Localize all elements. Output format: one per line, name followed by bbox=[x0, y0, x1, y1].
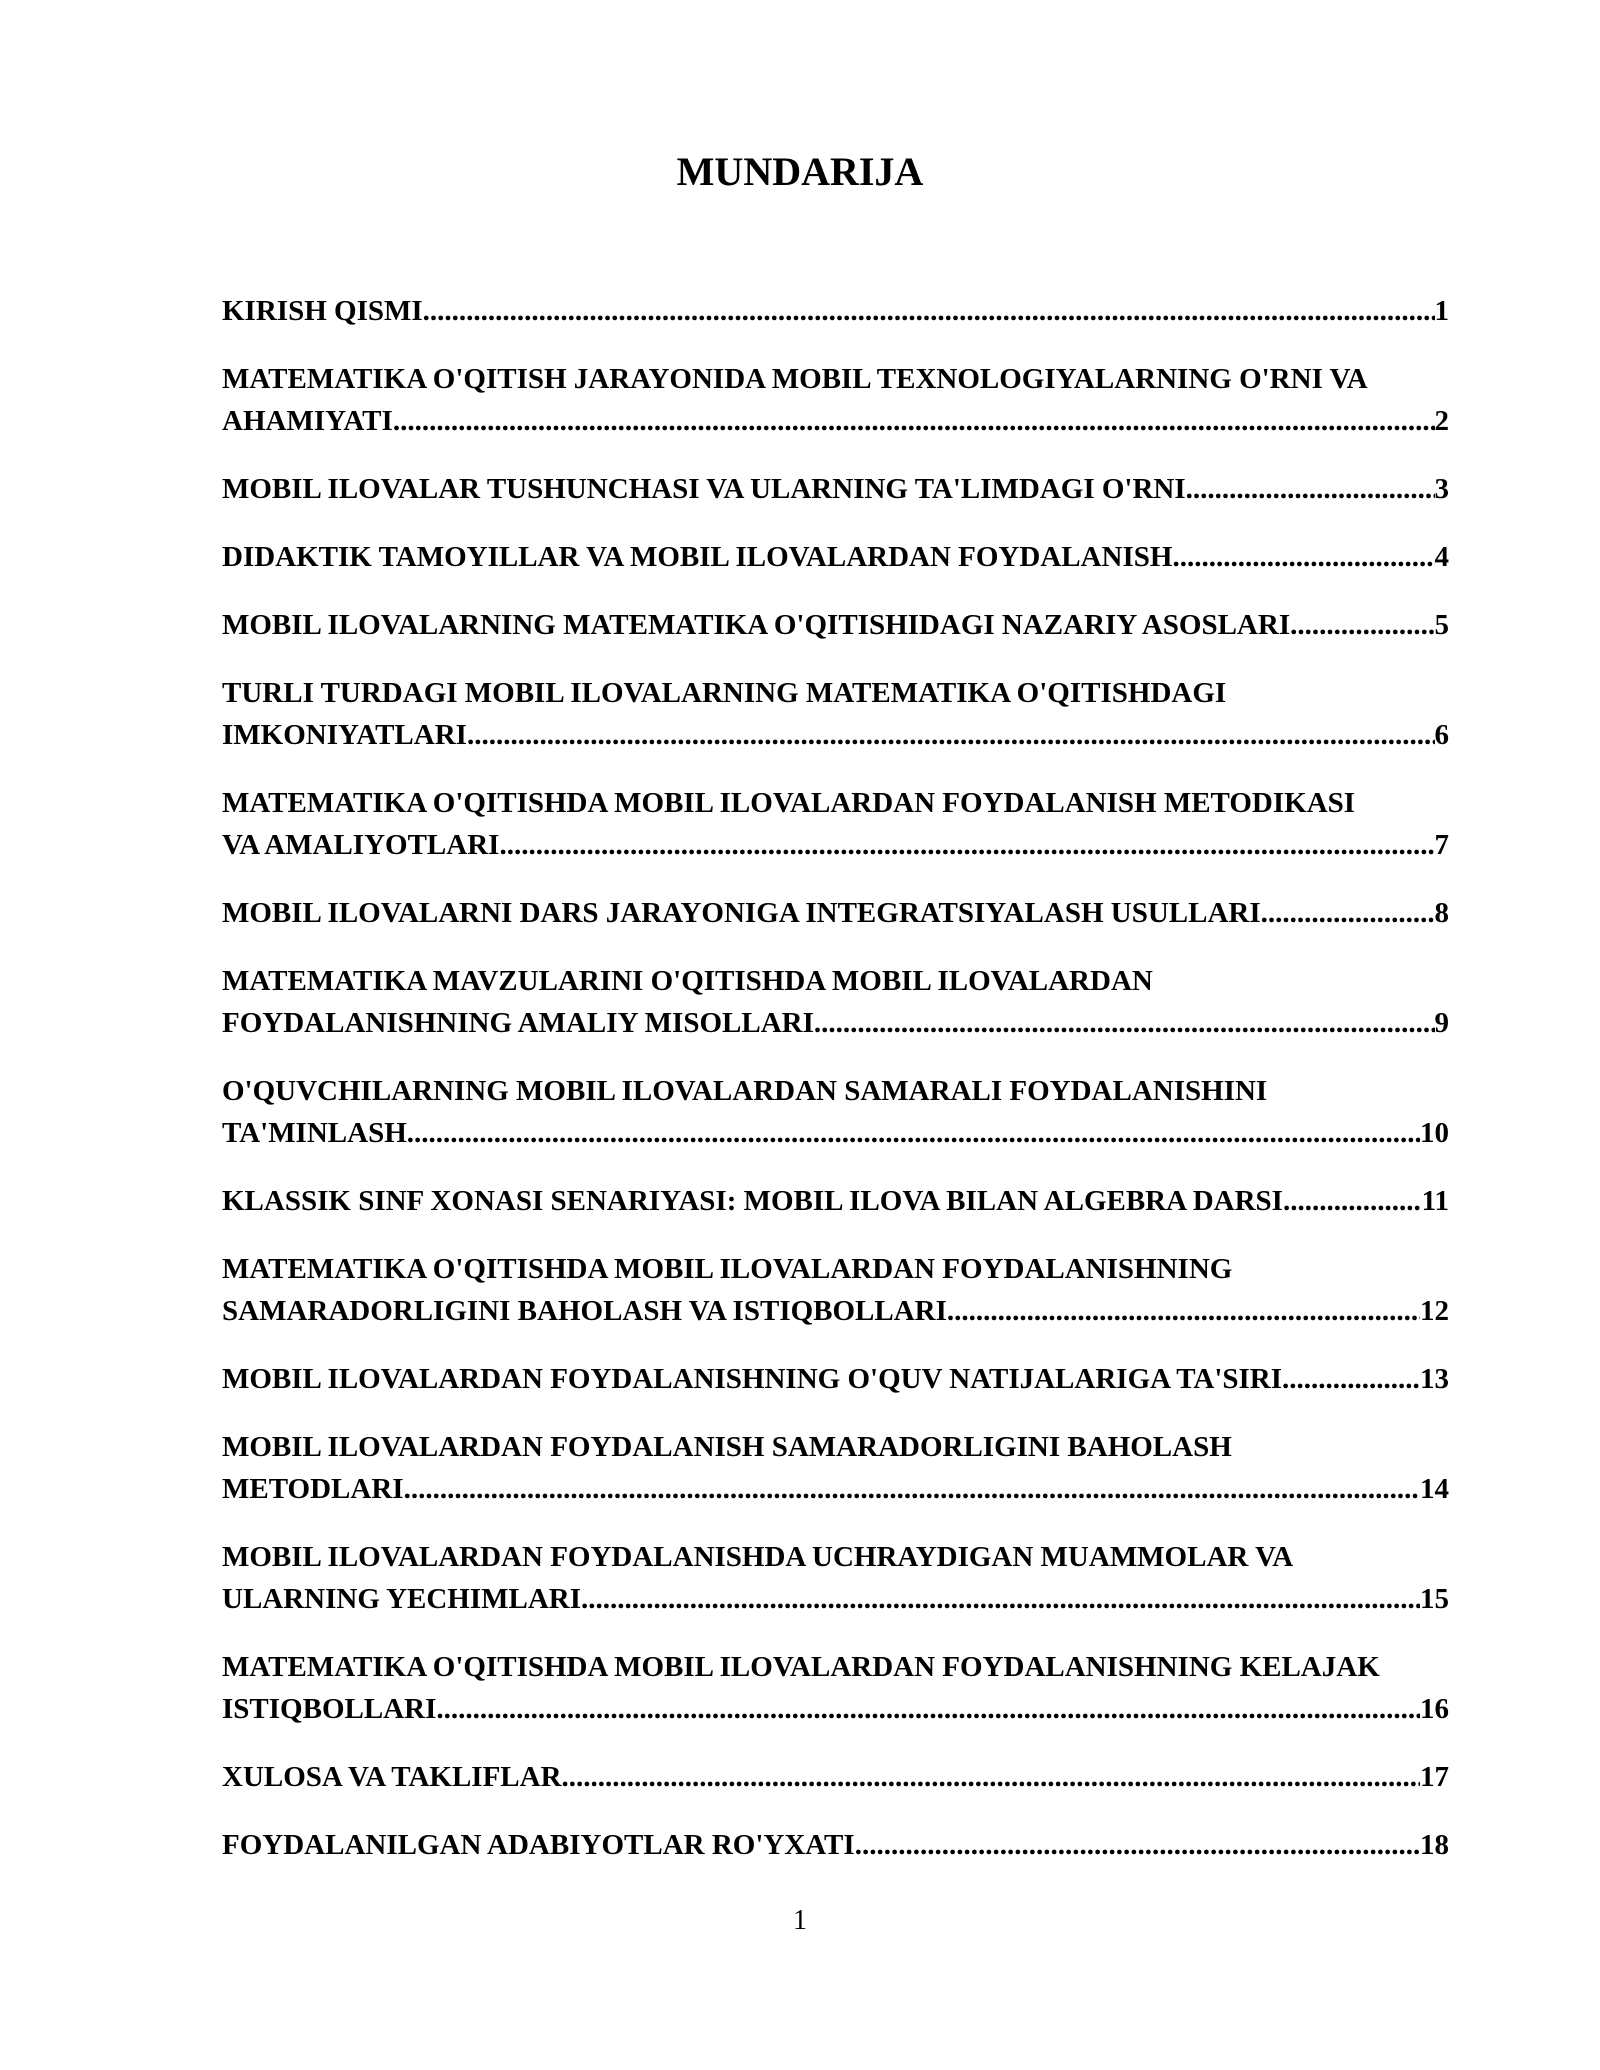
toc-entry[interactable] bbox=[222, 290, 1492, 332]
toc-entry-page-number: 3 bbox=[1434, 473, 1449, 505]
toc-entry-title-line: MATEMATIKA O'QITISHDA MOBIL ILOVALARDAN FOYDALANISHNING bbox=[222, 1253, 1233, 1285]
toc-entry-title-line: MOBIL ILOVALARDAN FOYDALANISHDA UCHRAYDIGAN MUAMMOLAR VA bbox=[222, 1541, 1294, 1573]
toc-entry-leader-row bbox=[222, 824, 1449, 866]
toc-entry-leader-row bbox=[222, 400, 1449, 442]
toc-dot-leader bbox=[1261, 892, 1435, 934]
page-title: MUNDARIJA bbox=[676, 149, 924, 194]
toc-entry-page-number: 10 bbox=[1420, 1117, 1449, 1149]
toc-entry-title-line: MOBIL ILOVALARNI DARS JARAYONIGA INTEGRATSIYALASH USULLARI bbox=[222, 897, 1261, 929]
toc-dot-leader bbox=[404, 1468, 1420, 1510]
table-of-contents bbox=[222, 290, 1492, 1892]
toc-entry-page-number: 15 bbox=[1420, 1583, 1449, 1615]
toc-entry-title-line: FOYDALANILGAN ADABIYOTLAR RO'YXATI bbox=[222, 1829, 855, 1861]
toc-entry[interactable] bbox=[222, 604, 1492, 646]
toc-entry-leader-row bbox=[222, 1688, 1449, 1730]
toc-entry-page-number: 13 bbox=[1420, 1363, 1449, 1395]
toc-entry-page-number: 8 bbox=[1434, 897, 1449, 929]
toc-entry[interactable] bbox=[222, 1070, 1492, 1154]
toc-entry-page-number: 5 bbox=[1434, 609, 1449, 641]
toc-dot-leader bbox=[467, 714, 1435, 756]
toc-entry-title-line: METODLARI bbox=[222, 1473, 404, 1505]
toc-dot-leader bbox=[1283, 1180, 1422, 1222]
toc-dot-leader bbox=[1172, 536, 1434, 578]
toc-entry-title-line: MATEMATIKA MAVZULARINI O'QITISHDA MOBIL ILOVALARDAN bbox=[222, 965, 1153, 997]
toc-dot-leader bbox=[436, 1688, 1420, 1730]
toc-entry-leader-row bbox=[222, 1824, 1449, 1866]
toc-entry-leader-row bbox=[222, 1002, 1449, 1044]
toc-entry-page-number: 6 bbox=[1434, 719, 1449, 751]
toc-entry-page-number: 7 bbox=[1434, 829, 1449, 861]
toc-entry-title-line: IMKONIYATLARI bbox=[222, 719, 467, 751]
toc-entry-title-line: MOBIL ILOVALARDAN FOYDALANISHNING O'QUV NATIJALARIGA TA'SIRI bbox=[222, 1363, 1283, 1395]
toc-entry[interactable] bbox=[222, 1180, 1492, 1222]
toc-entry-leader-row bbox=[222, 604, 1449, 646]
toc-entry-title-line: SAMARADORLIGINI BAHOLASH VA ISTIQBOLLARI bbox=[222, 1295, 947, 1327]
toc-entry-leader-row bbox=[222, 1180, 1449, 1222]
toc-entry-leader-row bbox=[222, 1578, 1449, 1620]
toc-dot-leader bbox=[562, 1756, 1420, 1798]
toc-entry-title-line: O'QUVCHILARNING MOBIL ILOVALARDAN SAMARALI FOYDALANISHINI bbox=[222, 1075, 1268, 1107]
toc-entry-page-number: 11 bbox=[1421, 1185, 1449, 1217]
toc-entry-page-number: 2 bbox=[1434, 405, 1449, 437]
toc-dot-leader bbox=[581, 1578, 1420, 1620]
toc-entry-page-number: 12 bbox=[1420, 1295, 1449, 1327]
toc-entry-page-number: 9 bbox=[1434, 1007, 1449, 1039]
toc-entry-title-line: FOYDALANISHNING AMALIY MISOLLARI bbox=[222, 1007, 814, 1039]
toc-entry-leader-row bbox=[222, 1468, 1449, 1510]
toc-dot-leader bbox=[855, 1824, 1420, 1866]
toc-entry[interactable] bbox=[222, 536, 1492, 578]
toc-entry-title-line: TA'MINLASH bbox=[222, 1117, 407, 1149]
toc-dot-leader bbox=[393, 400, 1435, 442]
toc-entry-page-number: 18 bbox=[1420, 1829, 1449, 1861]
toc-entry-title-line: MOBIL ILOVALAR TUSHUNCHASI VA ULARNING TA'LIMDAGI O'RNI bbox=[222, 473, 1186, 505]
toc-entry[interactable] bbox=[222, 1358, 1492, 1400]
toc-entry-title-line: TURLI TURDAGI MOBIL ILOVALARNING MATEMATIKA O'QITISHDAGI bbox=[222, 677, 1227, 709]
toc-entry-title-line: MATEMATIKA O'QITISH JARAYONIDA MOBIL TEXNOLOGIYALARNING O'RNI VA bbox=[222, 363, 1368, 395]
toc-dot-leader bbox=[1282, 1358, 1420, 1400]
page-number: 1 bbox=[793, 1905, 807, 1936]
toc-dot-leader bbox=[1290, 604, 1434, 646]
toc-entry-title-line: XULOSA VA TAKLIFLAR bbox=[222, 1761, 562, 1793]
toc-entry-title-line: VA AMALIYOTLARI bbox=[222, 829, 500, 861]
toc-entry-leader-row bbox=[222, 714, 1449, 756]
toc-entry[interactable] bbox=[222, 892, 1492, 934]
toc-dot-leader bbox=[814, 1002, 1435, 1044]
toc-entry-leader-row bbox=[222, 1756, 1449, 1798]
toc-entry-title-line: MOBIL ILOVALARDAN FOYDALANISH SAMARADORLIGINI BAHOLASH bbox=[222, 1431, 1232, 1463]
toc-entry-title-line: MOBIL ILOVALARNING MATEMATIKA O'QITISHIDAGI NAZARIY ASOSLARI bbox=[222, 609, 1291, 641]
toc-entry-title-line: AHAMIYATI bbox=[222, 405, 393, 437]
toc-entry[interactable] bbox=[222, 1426, 1492, 1510]
toc-entry-page-number: 16 bbox=[1420, 1693, 1449, 1725]
toc-dot-leader bbox=[947, 1290, 1420, 1332]
toc-entry[interactable] bbox=[222, 1824, 1492, 1866]
toc-entry-title-line: DIDAKTIK TAMOYILLAR VA MOBIL ILOVALARDAN FOYDALANISH bbox=[222, 541, 1173, 573]
toc-entry-leader-row bbox=[222, 1290, 1449, 1332]
toc-entry-title-line: ISTIQBOLLARI bbox=[222, 1693, 437, 1725]
toc-entry[interactable] bbox=[222, 960, 1492, 1044]
toc-dot-leader bbox=[423, 290, 1435, 332]
toc-entry[interactable] bbox=[222, 1646, 1492, 1730]
toc-entry[interactable] bbox=[222, 1756, 1492, 1798]
toc-dot-leader bbox=[499, 824, 1434, 866]
toc-entry[interactable] bbox=[222, 1536, 1492, 1620]
toc-entry-title-line: MATEMATIKA O'QITISHDA MOBIL ILOVALARDAN FOYDALANISHNING KELAJAK bbox=[222, 1651, 1380, 1683]
toc-entry[interactable] bbox=[222, 782, 1492, 866]
toc-entry-leader-row bbox=[222, 1112, 1449, 1154]
toc-entry-leader-row bbox=[222, 1358, 1449, 1400]
toc-entry-title-line: MATEMATIKA O'QITISHDA MOBIL ILOVALARDAN FOYDALANISH METODIKASI bbox=[222, 787, 1356, 819]
toc-entry-leader-row bbox=[222, 290, 1449, 332]
toc-dot-leader bbox=[407, 1112, 1420, 1154]
toc-entry-page-number: 17 bbox=[1420, 1761, 1449, 1793]
toc-entry-page-number: 1 bbox=[1434, 295, 1449, 327]
toc-entry-leader-row bbox=[222, 536, 1449, 578]
toc-entry-leader-row bbox=[222, 468, 1449, 510]
toc-entry-leader-row bbox=[222, 892, 1449, 934]
toc-entry[interactable] bbox=[222, 358, 1492, 442]
toc-entry-page-number: 14 bbox=[1420, 1473, 1449, 1505]
toc-entry[interactable] bbox=[222, 1248, 1492, 1332]
toc-entry-page-number: 4 bbox=[1434, 541, 1449, 573]
toc-entry-title-line: KIRISH QISMI bbox=[222, 295, 423, 327]
toc-dot-leader bbox=[1186, 468, 1435, 510]
toc-entry-title-line: ULARNING YECHIMLARI bbox=[222, 1583, 582, 1615]
toc-entry-title-line: KLASSIK SINF XONASI SENARIYASI: MOBIL ILOVA BILAN ALGEBRA DARSI bbox=[222, 1185, 1283, 1217]
toc-entry[interactable] bbox=[222, 672, 1492, 756]
toc-entry[interactable] bbox=[222, 468, 1492, 510]
